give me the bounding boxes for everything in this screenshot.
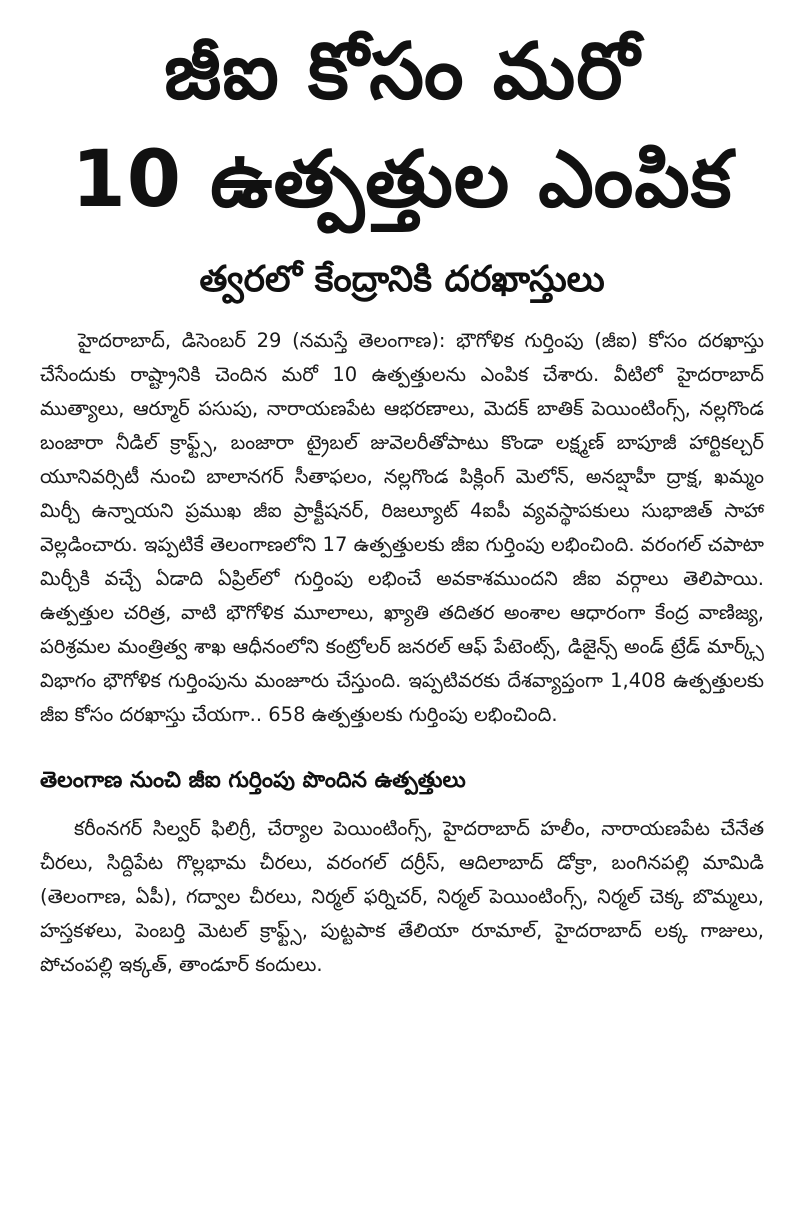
headline-line-2: 10 ఉత్పత్తుల ఎంపిక: [71, 135, 733, 225]
headline-line-1: జీఐ కోసం మరో: [164, 27, 640, 117]
section-heading: తెలంగాణ నుంచి జీఐ గుర్తింపు పొందిన ఉత్పత్తులు: [40, 768, 466, 793]
subheadline: త్వరలో కేంద్రానికి దరఖాస్తులు: [199, 259, 605, 300]
gi-products-list: కరీంనగర్ సిల్వర్ ఫిలిగ్రీ, చేర్యాల పెయింటింగ్స్, హైదరాబాద్ హలీం, నారాయణపేట చేనేత చీరలు, సిద్దిపేట గొల్లభామ చీరలు, వరంగల్ దర్రీస్, ఆదిలాబాద్ డోక్రా, బంగినపల్లి మామిడి (తెలంగాణ, ఏపీ), గద్వాల చీరలు, నిర్మల్ ఫర్నిచర్, నిర్మల్ పెయింటింగ్స్, నిర్మల్ చెక్క బొమ్మలు, హస్తకళలు, పెంబర్తి మెటల్ క్రాఫ్ట్స్, పుట్టపాక తేలియా రూమాల్, హైదరాబాద్ లక్క గాజులు, పోచంపల్లి ఇక్కత్, తాండూర్ కందులు.: [40, 817, 764, 976]
headline: [40, 22, 764, 242]
article-body: హైదరాబాద్, డిసెంబర్ 29 (నమస్తే తెలంగాణ): భౌగోళిక గుర్తింపు (జీఐ) కోసం దరఖాస్తు చేసేందుకు రాష్ట్రానికి చెందిన మరో 10 ఉత్పత్తులను ఎంపిక చేశారు. వీటిలో హైదరాబాద్ ముత్యాలు, ఆర్మూర్ పసుపు, నారాయణపేట ఆభరణాలు, మెదక్ బాతిక్ పెయింటింగ్స్, నల్లగొండ బంజారా నీడిల్ క్రాఫ్ట్స్, బంజారా ట్రైబల్ జువెలరీతోపాటు కొండా లక్ష్మణ్ బాపూజీ హార్టికల్చర్ యూనివర్సిటీ నుంచి బాలానగర్ సీతాఫలం, నల్లగొండ పిక్లింగ్ మెలోన్, అనబ్షాహీ ద్రాక్ష, ఖమ్మం మిర్చీ ఉన్నాయని ప్రముఖ జీఐ ప్రాక్టీషనర్, రిజల్యూట్ 4ఐపీ వ్యవస్థాపకులు సుభాజిత్ సాహా వెల్లడించారు. ఇప్పటికే తెలంగాణలోని 17 ఉత్పత్తులకు జీఐ గుర్తింపు లభించింది. వరంగల్ చపాటా మిర్చీకి వచ్చే ఏడాది ఏప్రిల్‌లో గుర్తింపు లభించే అవకాశముందని జీఐ వర్గాలు తెలిపాయి. ఉత్పత్తుల చరిత్ర, వాటి భౌగోళిక మూలాలు, ఖ్యాతి తదితర అంశాల ఆధారంగా కేంద్ర వాణిజ్య, పరిశ్రమల మంత్రిత్వ శాఖ ఆధీనంలోని కంట్రోలర్ జనరల్ ఆఫ్ పేటెంట్స్, డిజైన్స్ అండ్ ట్రేడ్ మార్క్స్ విభాగం భౌగోళిక గుర్తింపును మంజూరు చేస్తుంది. ఇప్పటివరకు దేశవ్యాప్తంగా 1,408 ఉత్పత్తులకు జీఐ కోసం దరఖాస్తు చేయగా.. 658 ఉత్పత్తులకు గుర్తింపు లభించింది.: [40, 329, 764, 726]
